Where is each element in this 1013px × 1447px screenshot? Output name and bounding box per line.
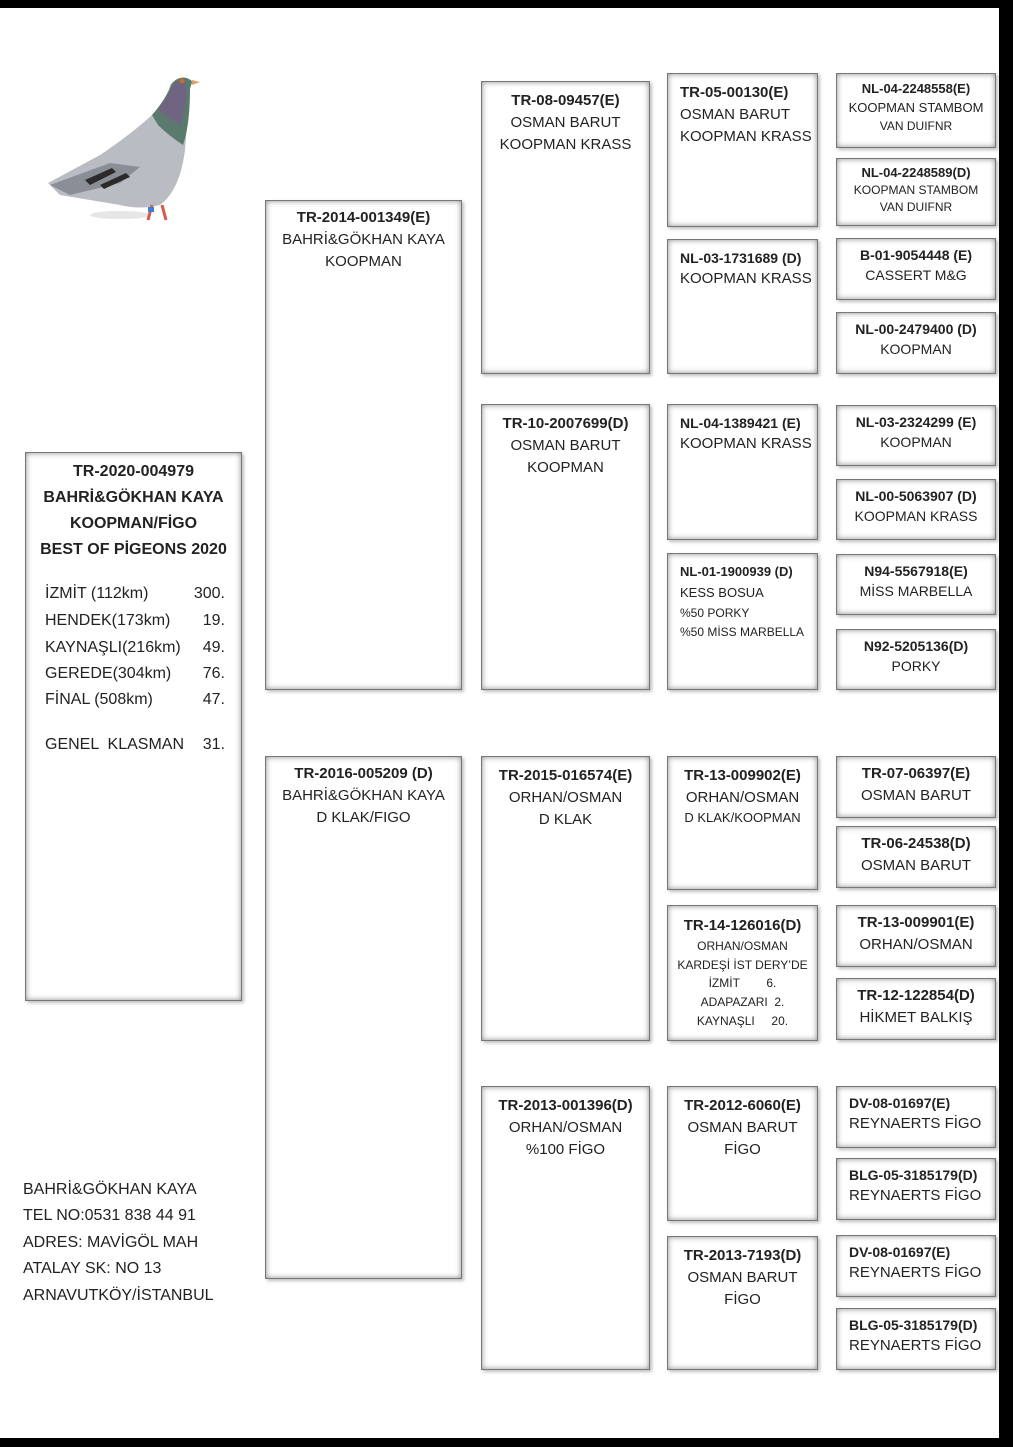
race-result: FİNAL (508km) 47. [45, 691, 225, 708]
dam-line: BAHRİ&GÖKHAN KAYA [282, 786, 445, 804]
breeder-line: D KLAK/KOOPMAN [684, 809, 801, 825]
dam-line: D KLAK/FIGO [316, 808, 411, 826]
breeder-line: CASSERT M&G [865, 267, 967, 284]
breeder-line: ORHAN/OSMAN [508, 788, 623, 806]
breeder-line: KOOPMAN STAMBOM [853, 183, 979, 198]
gen4-card [836, 629, 996, 690]
gen4-card [836, 826, 996, 888]
grandsire-paternal-card [481, 81, 650, 374]
breeder-line: ORHAN/OSMAN [685, 788, 800, 806]
dam-ring: TR-2016-005209 (D) [294, 765, 433, 782]
gen4-card [836, 905, 996, 967]
ring-number: NL-00-5063907 (D) [855, 488, 977, 504]
ring-number: N92-5205136(D) [863, 638, 969, 654]
gen3-card [667, 553, 818, 690]
gen3-card [667, 404, 818, 540]
ring-number: BLG-05-3185179(D) [849, 1317, 978, 1333]
race-result: İZMİT (112km) 300. [45, 585, 225, 602]
granddam-maternal-card [481, 1086, 650, 1370]
ring-number: DV-08-01697(E) [849, 1244, 951, 1260]
breeder-line: KOOPMAN [880, 341, 952, 358]
ring-number: TR-12-122854(D) [857, 987, 975, 1004]
gen4-card [836, 978, 996, 1040]
ring-number: N94-5567918(E) [864, 563, 968, 579]
gen4-card [836, 238, 996, 300]
overall-result: GENEL KLASMAN 31. [45, 736, 225, 753]
ring-number: TR-2015-016574(E) [498, 767, 633, 784]
breeder-line: ORHAN/OSMAN [859, 935, 973, 953]
breeder-line: OSMAN BARUT [687, 1268, 798, 1286]
gen4-card [836, 479, 996, 540]
breeder-line: REYNAERTS FİGO [849, 1187, 982, 1205]
ring-number: TR-2013-7193(D) [683, 1247, 802, 1264]
main-award: BEST OF PİGEONS 2020 [40, 541, 227, 558]
ring-number: B-01-9054448 (E) [859, 247, 973, 263]
main-strain: KOOPMAN/FİGO [69, 515, 198, 532]
sire-line: BAHRİ&GÖKHAN KAYA [282, 230, 445, 248]
breeder-line: KOOPMAN STAMBOM [848, 99, 984, 115]
breeder-line: ORHAN/OSMAN [508, 1118, 623, 1136]
breeder-line: OSMAN BARUT [510, 113, 621, 131]
contact-name: BAHRİ&GÖKHAN KAYA [23, 1181, 197, 1198]
race-line: ADAPAZARI 2. [700, 995, 785, 1010]
main-owner: BAHRİ&GÖKHAN KAYA [43, 489, 224, 506]
gen4-card [836, 158, 996, 226]
ring-number: NL-00-2479400 (D) [855, 321, 977, 337]
breeder-line: KOOPMAN KRASS [680, 435, 812, 453]
sire-card [265, 200, 462, 690]
sire-line: KOOPMAN [325, 252, 402, 270]
breeder-line: FİGO [724, 1140, 761, 1158]
breeder-line: KOOPMAN KRASS [680, 270, 812, 288]
race-line: İZMİT 6. [708, 976, 777, 991]
race-result: GEREDE(304km) 76. [45, 665, 225, 682]
breeder-line: %50 MİSS MARBELLA [680, 624, 805, 639]
breeder-line: KOOPMAN KRASS [680, 127, 812, 145]
gen4-card [836, 1308, 996, 1370]
gen3-card [667, 239, 818, 374]
granddam-paternal-card [481, 404, 650, 690]
breeder-line: KESS BOSUA [680, 584, 764, 600]
ring-number: TR-06-24538(D) [861, 835, 971, 852]
ring-number: TR-05-00130(E) [680, 84, 789, 101]
breeder-line: OSMAN BARUT [510, 436, 621, 454]
breeder-line: KARDEŞİ İST DERY’DE [677, 957, 808, 972]
contact-info [23, 1177, 214, 1309]
sire-ring: TR-2014-001349(E) [296, 209, 431, 226]
gen4-card [836, 1158, 996, 1220]
ring-number: BLG-05-3185179(D) [849, 1167, 978, 1183]
breeder-line: KOOPMAN KRASS [854, 508, 978, 525]
ring-number: TR-13-009902(E) [684, 767, 801, 784]
contact-address: ATALAY SK: NO 13 [23, 1260, 162, 1278]
ring-number: TR-2012-6060(E) [684, 1097, 801, 1114]
ring-number: DV-08-01697(E) [849, 1095, 951, 1111]
gen3-card [667, 1086, 818, 1221]
gen3-card [667, 756, 818, 890]
breeder-line: OSMAN BARUT [860, 856, 971, 874]
ring-number: NL-04-2248558(E) [861, 81, 971, 96]
race-line: KAYNAŞLI 20. [696, 1013, 789, 1028]
ring-number: NL-03-2324299 (E) [855, 414, 977, 430]
ring-number: NL-01-1900939 (D) [680, 564, 793, 579]
ring-number: TR-07-06397(E) [861, 765, 971, 782]
breeder-line: FİGO [724, 1290, 761, 1308]
race-result: KAYNAŞLI(216km) 49. [45, 639, 225, 656]
pigeon-image [40, 55, 200, 225]
gen4-card [836, 554, 996, 615]
gen3-card [667, 905, 818, 1041]
breeder-line: VAN DUIFNR [879, 199, 953, 214]
ring-number: NL-04-1389421 (E) [680, 415, 801, 431]
gen4-card [836, 73, 996, 148]
gen4-card [836, 1086, 996, 1148]
breeder-line: REYNAERTS FİGO [849, 1115, 982, 1133]
gen4-card [836, 756, 996, 818]
contact-address: ARNAVUTKÖY/İSTANBUL [23, 1286, 214, 1304]
ring-number: TR-10-2007699(D) [502, 415, 629, 432]
ring-number: NL-04-2248589(D) [861, 165, 971, 180]
ring-number: TR-2013-001396(D) [498, 1097, 633, 1114]
race-result: HENDEK(173km) 19. [45, 612, 225, 629]
breeder-line: HİKMET BALKIŞ [859, 1008, 973, 1026]
breeder-line: ORHAN/OSMAN [697, 939, 788, 954]
breeder-line: MİSS MARBELLA [859, 583, 973, 600]
ring-number: NL-03-1731689 (D) [680, 250, 802, 266]
gen4-card [836, 1235, 996, 1297]
gen3-card [667, 73, 818, 227]
breeder-line: VAN DUIFNR [879, 118, 953, 133]
dam-card [265, 756, 462, 1279]
breeder-line: PORKY [891, 658, 941, 675]
breeder-line: OSMAN BARUT [687, 1118, 798, 1136]
grandsire-maternal-card [481, 756, 650, 1041]
ring-number: TR-13-009901(E) [857, 914, 975, 931]
ring-number: TR-08-09457(E) [511, 92, 620, 109]
gen4-card [836, 312, 996, 374]
breeder-line: OSMAN BARUT [680, 105, 791, 123]
breeder-line: %50 PORKY [680, 605, 750, 620]
gen3-card [667, 1236, 818, 1370]
breeder-line: KOOPMAN KRASS [499, 135, 632, 153]
gen4-card [836, 405, 996, 466]
breeder-line: OSMAN BARUT [860, 786, 971, 804]
breeder-line: KOOPMAN [527, 458, 604, 476]
ring-number: TR-14-126016(D) [683, 917, 802, 934]
breeder-line: REYNAERTS FİGO [849, 1337, 982, 1355]
breeder-line: D KLAK [538, 810, 593, 828]
main-ring: TR-2020-004979 [73, 463, 194, 480]
breeder-line: %100 FİGO [525, 1140, 606, 1158]
contact-address: ADRES: MAVİGÖL MAH [23, 1233, 199, 1251]
breeder-line: REYNAERTS FİGO [849, 1264, 982, 1282]
main-pigeon-card [25, 452, 242, 1001]
contact-phone: TEL NO:0531 838 44 91 [23, 1207, 196, 1225]
breeder-line: KOOPMAN [880, 434, 952, 451]
